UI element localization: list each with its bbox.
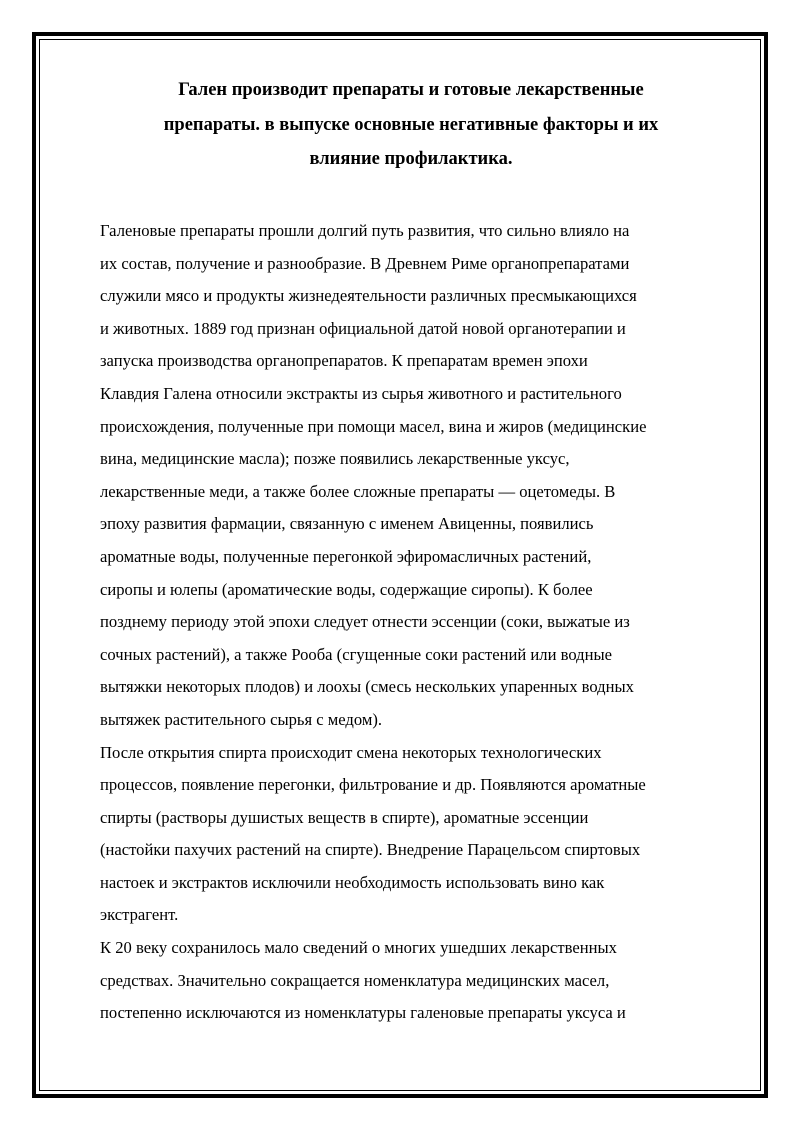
title-line: Гален производит препараты и готовые лекарственные: [178, 80, 644, 100]
body-line: лекарственные меди, а также более сложные препараты — оцетомеды. В: [100, 481, 616, 501]
body-line: запуска производства органопрепаратов. К препаратам времен эпохи: [100, 351, 588, 371]
body-line: К 20 веку сохранилось мало сведений о многих ушедших лекарственных: [100, 938, 617, 958]
body-line: служили мясо и продукты жизнедеятельности различных пресмыкающихся: [100, 286, 637, 306]
body-line: сочных растений), а также Рооба (сгущенные соки растений или водные: [100, 644, 612, 664]
body-line: (настойки пахучих растений на спирте). Внедрение Парацельсом спиртовых: [100, 840, 641, 860]
body-line: происхождения, полученные при помощи масел, вина и жиров (медицинские: [100, 416, 647, 436]
body-line: Клавдия Галена относили экстракты из сырья животного и растительного: [100, 383, 622, 403]
body-line: После открытия спирта происходит смена некоторых технологических: [100, 742, 602, 762]
title-line: препараты. в выпуске основные негативные факторы и их: [163, 114, 659, 135]
body-line: спирты (растворы душистых веществ в спирте), ароматные эссенции: [100, 807, 589, 827]
body-line: вытяжки некоторых плодов) и лоохы (смесь нескольких упаренных водных: [100, 677, 634, 697]
body-line: процессов, появление перегонки, фильтрование и др. Появляются ароматные: [100, 775, 646, 795]
body-line: ароматные воды, полученные перегонкой эфиромасличных растений,: [100, 546, 592, 566]
document-body: [100, 215, 722, 1030]
body-line: вытяжек растительного сырья с медом).: [100, 709, 383, 729]
title-line: влияние профилактика.: [309, 149, 513, 170]
body-line: постепенно исключаются из номенклатуры галеновые препараты уксуса и: [100, 1003, 626, 1023]
body-line: позднему периоду этой эпохи следует отнести эссенции (соки, выжатые из: [100, 612, 630, 632]
body-line: их состав, получение и разнообразие. В Древнем Риме органопрепаратами: [100, 253, 630, 273]
body-line: средствах. Значительно сокращается номенклатура медицинских масел,: [100, 970, 610, 990]
body-line: Галеновые препараты прошли долгий путь развития, что сильно влияло на: [100, 221, 630, 240]
document-title: [100, 73, 722, 177]
body-line: сиропы и юлепы (ароматические воды, содержащие сиропы). К более: [100, 579, 593, 599]
body-line: эпоху развития фармации, связанную с именем Авиценны, появились: [100, 514, 594, 534]
body-line: экстрагент.: [100, 905, 179, 925]
body-line: вина, медицинские масла); позже появились лекарственные уксус,: [100, 449, 570, 469]
body-line: и животных. 1889 год признан официальной датой новой органотерапии и: [100, 318, 626, 338]
body-line: настоек и экстрактов исключили необходимость использовать вино как: [100, 872, 605, 892]
